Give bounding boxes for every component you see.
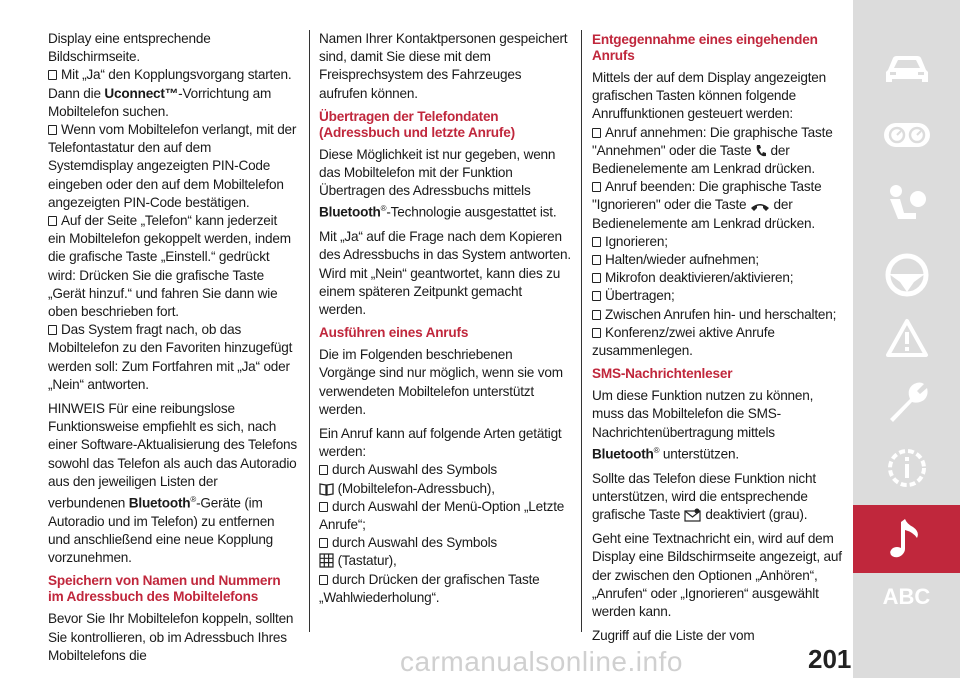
paragraph-text: Diese Möglichkeit ist nur gegeben, wenn das Mobiltelefon mit der Funktion Übertragen des Adressbuchs mittels — [319, 146, 556, 199]
paragraph-text: Um diese Funktion nutzen zu können, muss das Mobiltelefon die SMS-Nachrichtenübertragung mittels — [592, 388, 814, 440]
steering-wheel-icon — [884, 252, 930, 298]
checkbox-bullet-icon — [592, 128, 601, 138]
list-item — [48, 321, 298, 394]
paragraph: Ein Anruf kann auf folgende Arten getätigt werden: — [319, 425, 562, 460]
item-text: Übertragen; — [605, 288, 675, 304]
list-item — [592, 306, 842, 324]
chapter-tab-technical-data[interactable] — [853, 438, 960, 498]
section-heading: Entgegennahme eines eingehenden Anrufs — [592, 32, 818, 63]
watermark: carmanualsonline.info — [400, 646, 683, 677]
list-item — [592, 233, 842, 251]
paragraph-text: Sollte das Telefon diese Funktion nicht unterstützen, wird die entsprechende grafische Taste — [592, 470, 816, 522]
checkbox-bullet-icon — [48, 70, 57, 80]
list-item — [592, 269, 842, 287]
item-text: Mit „Ja“ den Kopplungsvorgang starten. Dann die — [48, 67, 292, 101]
column-1 — [48, 30, 298, 671]
chapter-tab-driving[interactable] — [853, 245, 960, 305]
section-heading: Speichern von Namen und Nummern im Adressbuch des Mobiltelefons — [48, 573, 281, 605]
paragraph-text: -Technologie ausgestattet ist. — [386, 204, 557, 220]
music-note-icon — [887, 516, 927, 562]
section-heading: Ausführen eines Anrufs — [319, 325, 469, 341]
chapter-sidebar — [853, 0, 960, 678]
chapter-tab-dashboard[interactable] — [853, 105, 960, 165]
checkbox-bullet-icon — [592, 328, 601, 338]
uconnect-label: Uconnect™ — [104, 85, 179, 101]
checkbox-bullet-icon — [319, 502, 328, 512]
checkbox-bullet-icon — [592, 273, 601, 283]
paragraph: Display eine entsprechende Bildschirmseite. — [48, 31, 211, 65]
bluetooth-label: Bluetooth — [319, 204, 381, 220]
paragraph — [592, 470, 842, 525]
keypad-icon — [319, 553, 334, 568]
checkbox-bullet-icon — [48, 216, 57, 226]
item-text: durch Drücken der grafischen Taste „Wahlwiederholung“. — [319, 571, 540, 605]
checkbox-bullet-icon — [319, 575, 328, 585]
item-text: Zwischen Anrufen hin- und herschalten; — [605, 306, 837, 322]
checkbox-bullet-icon — [319, 538, 328, 548]
phone-answer-icon — [755, 144, 767, 158]
list-item — [48, 212, 298, 321]
chapter-tab-safety[interactable] — [853, 175, 960, 235]
chapter-tab-emergency[interactable] — [853, 310, 960, 365]
list-item — [319, 498, 571, 534]
car-icon — [882, 52, 932, 88]
paragraph: Mittels der auf dem Display angezeigten grafischen Tasten können folgende Anruffunktionen gesteuert werden: — [592, 70, 826, 122]
item-text: der Bedienelemente am Lenkrad drücken. — [592, 197, 815, 231]
chapter-tab-multimedia[interactable] — [853, 505, 960, 573]
item-text: durch Auswahl des Symbols — [332, 462, 498, 478]
list-item — [592, 324, 842, 360]
item-text: durch Auswahl des Symbols — [332, 535, 498, 551]
checkbox-bullet-icon — [48, 325, 57, 335]
item-text: -Vorrichtung am Mobiltelefon suchen. — [48, 85, 272, 119]
info-gear-icon — [883, 444, 931, 492]
item-text: Ignorieren; — [605, 233, 668, 249]
paragraph: Geht eine Textnachricht ein, wird auf dem Display eine Bildschirmseite angezeigt, auf der zwischen den Optionen „Anhören“, „Anrufen“ oder „Ignorieren“ ausgewählt werden kann. — [592, 531, 842, 620]
item-text: Wenn vom Mobiltelefon verlangt, mit der Telefontastatur den auf dem Systemdisplay angezeigten PIN-Code eingeben oder den auf dem Mobiltelefon angezeigten PIN-Code bestätigen. — [48, 122, 297, 210]
checkbox-bullet-icon — [592, 255, 601, 265]
dashboard-icon — [882, 117, 932, 153]
paragraph: Zugriff auf die Liste der vom — [592, 628, 755, 644]
note-paragraph: HINWEIS Für eine reibungslose Funktionsweise empfiehlt es sich, nach einer Software-Aktualisierung des Telefons sowohl das Telefon als auch das Autoradio aus den jeweiligen Listen der verbundenen Bluetooth®-Geräte (im Autoradio und im Telefon) zu entfernen und anschließend eine neue Kopplung vorzunehmen. — [48, 401, 298, 566]
checkbox-bullet-icon — [48, 125, 57, 135]
list-item — [592, 287, 842, 305]
column-divider — [309, 30, 310, 632]
list-item — [48, 66, 298, 121]
list-item — [319, 571, 571, 607]
item-text: Konferenz/zwei aktive Anrufe zusammenlegen. — [592, 324, 775, 359]
airbag-seat-icon — [882, 183, 932, 227]
bluetooth-label: Bluetooth — [592, 446, 654, 462]
column-2 — [319, 30, 571, 607]
item-text: Das System fragt nach, ob das Mobiltelefon zu den Favoriten hinzugefügt werden soll: Zum Fortfahren mit „Ja“ oder „Nein“ antworten. — [48, 322, 293, 392]
list-item — [592, 124, 842, 179]
section-heading: Übertragen der Telefondaten (Adressbuch und letzte Anrufe) — [319, 108, 515, 140]
item-text: (Mobiltelefon-Adressbuch), — [337, 480, 495, 496]
item-text: der Bedienelemente am Lenkrad drücken. — [592, 142, 815, 177]
list-item — [48, 121, 298, 212]
checkbox-bullet-icon — [592, 182, 601, 192]
checkbox-bullet-icon — [592, 237, 601, 247]
column-3 — [592, 30, 842, 651]
checkbox-bullet-icon — [592, 310, 601, 320]
item-text: Anruf beenden: Die graphische Taste "Ignorieren" oder die Taste — [592, 179, 822, 213]
note-text: -Geräte (im Autoradio und im Telefon) zu entfernen und anschließend eine neue Kopplung vorzunehmen. — [48, 495, 275, 566]
chapter-tab-vehicle[interactable] — [853, 40, 960, 100]
warning-triangle-icon — [885, 318, 929, 358]
section-heading: SMS-Nachrichtenleser — [592, 366, 733, 382]
paragraph-text: unterstützen. — [659, 446, 739, 462]
list-item — [592, 251, 842, 269]
item-text: durch Auswahl der Menü-Option „Letzte Anrufe“; — [319, 498, 565, 532]
sms-reader-icon — [684, 508, 702, 522]
item-text: Anruf annehmen: Die graphische Taste "Annehmen" oder die Taste — [592, 124, 833, 158]
checkbox-bullet-icon — [592, 291, 601, 301]
phone-hangup-icon — [750, 202, 770, 212]
page-number: 201 — [808, 644, 852, 674]
item-text: Halten/wieder aufnehmen; — [605, 252, 759, 268]
paragraph-text: deaktiviert (grau). — [705, 507, 808, 522]
paragraph: Bevor Sie Ihr Mobiltelefon koppeln, sollten Sie kontrollieren, ob im Adressbuch Ihres Mobiltelefons die — [48, 611, 294, 663]
address-book-icon — [319, 482, 334, 496]
checkbox-bullet-icon — [319, 465, 328, 475]
paragraph: Um diese Funktion nutzen zu können, muss das Mobiltelefon die SMS-Nachrichtenübertragung mittels Bluetooth® unterstützen. — [592, 388, 814, 462]
list-item — [319, 461, 571, 497]
list-item — [319, 534, 571, 570]
paragraph: Mit „Ja“ auf die Frage nach dem Kopieren des Adressbuchs in das System antworten. Wird mit „Nein“ geantwortet, kann dies zu einem späteren Zeitpunkt gemacht werden. — [319, 229, 571, 317]
chapter-tab-index[interactable]: ABC — [882, 584, 931, 609]
item-text: (Tastatur), — [337, 553, 397, 569]
paragraph: Die im Folgenden beschriebenen Vorgänge sind nur möglich, wenn sie vom verwendeten Mobiltelefon unterstützt werden. — [319, 347, 563, 417]
chapter-tab-maintenance[interactable] — [853, 372, 960, 432]
list-item — [592, 178, 842, 233]
paragraph: Namen Ihrer Kontaktpersonen gespeichert sind, damit Sie diese mit dem Freisprechsystem des Fahrzeuges aufrufen können. — [319, 31, 568, 101]
paragraph: Diese Möglichkeit ist nur gegeben, wenn das Mobiltelefon mit der Funktion Übertragen des Adressbuchs mittels Bluetooth®-Technologie ausgestattet ist. — [319, 146, 557, 220]
note-text: HINWEIS Für eine reibungslose Funktionsweise empfiehlt es sich, nach einer Software-Aktualisierung des Telefons sowohl das Telefon als auch das Autoradio aus den jeweiligen Listen der verbundenen — [48, 401, 298, 511]
item-text: Auf der Seite „Telefon“ kann jederzeit ein Mobiltelefon gekoppelt werden, indem die grafische Taste „Einstell.“ gedrückt wird: Drücken Sie die grafische Taste „Gerät hinzuf.“ und fahren Sie dann wie oben beschrieben fort. — [48, 213, 291, 320]
bluetooth-label: Bluetooth — [128, 495, 191, 511]
item-text: Mikrofon deaktivieren/aktivieren; — [605, 270, 794, 286]
wrench-icon — [884, 379, 930, 425]
column-divider — [581, 30, 582, 632]
